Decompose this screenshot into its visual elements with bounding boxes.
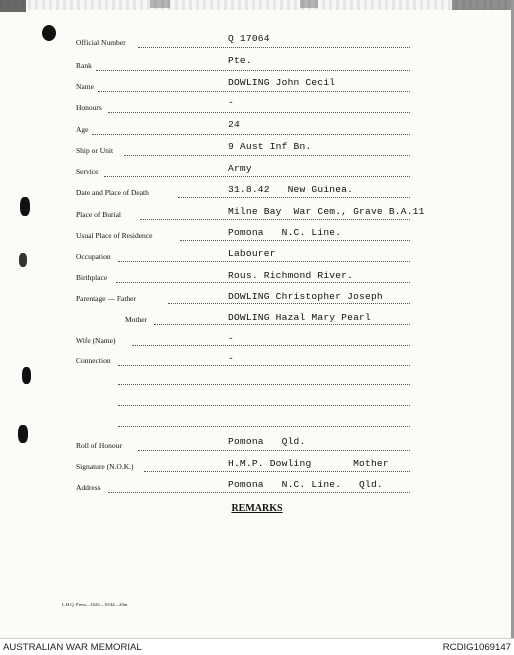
dotted-line xyxy=(138,450,410,451)
dotted-line xyxy=(96,70,410,71)
value-father: DOWLING Christopher Joseph xyxy=(228,291,383,302)
dotted-line xyxy=(108,112,410,113)
value-official-number: Q 17064 xyxy=(228,33,270,44)
label-roll-of-honour: Roll of Honour xyxy=(76,441,122,450)
footer-record-id: RCDIG1069147 xyxy=(442,642,511,653)
scan-blemish xyxy=(0,0,26,12)
dotted-line xyxy=(118,384,410,385)
label-name: Name xyxy=(76,82,94,91)
label-official-number: Official Number xyxy=(76,38,126,47)
binder-hole-icon xyxy=(19,253,27,267)
binder-hole-icon xyxy=(22,367,31,384)
dotted-line xyxy=(108,492,410,493)
value-rank: Pte. xyxy=(228,55,252,66)
label-mother: Mother xyxy=(125,315,148,324)
label-signature-nok: Signature (N.O.K.) xyxy=(76,462,134,471)
binder-hole-icon xyxy=(20,197,30,216)
dotted-line xyxy=(168,303,410,304)
dotted-line xyxy=(118,426,410,427)
label-parentage-father: Parentage — Father xyxy=(76,294,136,303)
dotted-line xyxy=(178,197,410,198)
label-age: Age xyxy=(76,125,89,134)
dotted-line xyxy=(92,134,410,135)
dotted-line xyxy=(138,47,410,48)
dotted-line xyxy=(154,324,410,325)
remarks-heading: REMARKS xyxy=(231,503,283,514)
value-connection: - xyxy=(228,353,234,364)
label-usual-residence: Usual Place of Residence xyxy=(76,231,153,240)
dotted-line xyxy=(132,345,410,346)
label-connection: Connection xyxy=(76,356,111,365)
value-name: DOWLING John Cecil xyxy=(228,77,336,88)
scan-blemish xyxy=(300,0,318,8)
value-signature-nok: H.M.P. Dowling Mother xyxy=(228,458,389,469)
scan-blemish xyxy=(150,0,170,8)
archive-footer xyxy=(0,638,514,655)
label-service: Service xyxy=(76,167,99,176)
binder-hole-icon xyxy=(18,425,28,443)
value-wife: - xyxy=(228,333,234,344)
dotted-line xyxy=(104,176,410,177)
value-date-place-of-death: 31.8.42 New Guinea. xyxy=(228,184,354,195)
dotted-line xyxy=(180,240,410,241)
dotted-line xyxy=(98,91,410,92)
label-occupation: Occupation xyxy=(76,252,111,261)
punch-hole-icon xyxy=(42,25,56,41)
dotted-line xyxy=(144,471,410,472)
value-age: 24 xyxy=(228,119,240,130)
value-address: Pomona N.C. Line. Qld. xyxy=(228,479,383,490)
dotted-line xyxy=(118,261,410,262)
label-ship-or-unit: Ship or Unit xyxy=(76,146,114,155)
label-birthplace: Birthplace xyxy=(76,273,108,282)
value-honours: - xyxy=(228,97,234,108)
label-rank: Rank xyxy=(76,61,92,70)
label-date-place-of-death: Date and Place of Death xyxy=(76,188,149,197)
value-place-of-burial: Milne Bay War Cem., Grave B.A.11 xyxy=(228,206,425,217)
scan-blemish xyxy=(452,0,514,10)
label-honours: Honours xyxy=(76,103,102,112)
scan-top-edge xyxy=(0,0,514,10)
label-wife: Wife (Name) xyxy=(76,336,116,345)
dotted-line xyxy=(140,219,410,220)
value-usual-residence: Pomona N.C. Line. xyxy=(228,227,342,238)
value-ship-or-unit: 9 Aust Inf Bn. xyxy=(228,141,312,152)
footer-institution: AUSTRALIAN WAR MEMORIAL xyxy=(3,642,142,653)
value-birthplace: Rous. Richmond River. xyxy=(228,270,354,281)
dotted-line xyxy=(118,405,410,406)
value-occupation: Labourer xyxy=(228,248,276,259)
value-roll-of-honour: Pomona Qld. xyxy=(228,436,306,447)
dotted-line xyxy=(118,365,410,366)
label-place-of-burial: Place of Burial xyxy=(76,210,121,219)
dotted-line xyxy=(116,282,410,283)
value-service: Army xyxy=(228,163,252,174)
value-mother: DOWLING Hazal Mary Pearl xyxy=(228,312,371,323)
printer-note: L.H.Q. Press—1635—10/44—20m. xyxy=(62,602,129,607)
label-address: Address xyxy=(76,483,101,492)
dotted-line xyxy=(124,155,410,156)
